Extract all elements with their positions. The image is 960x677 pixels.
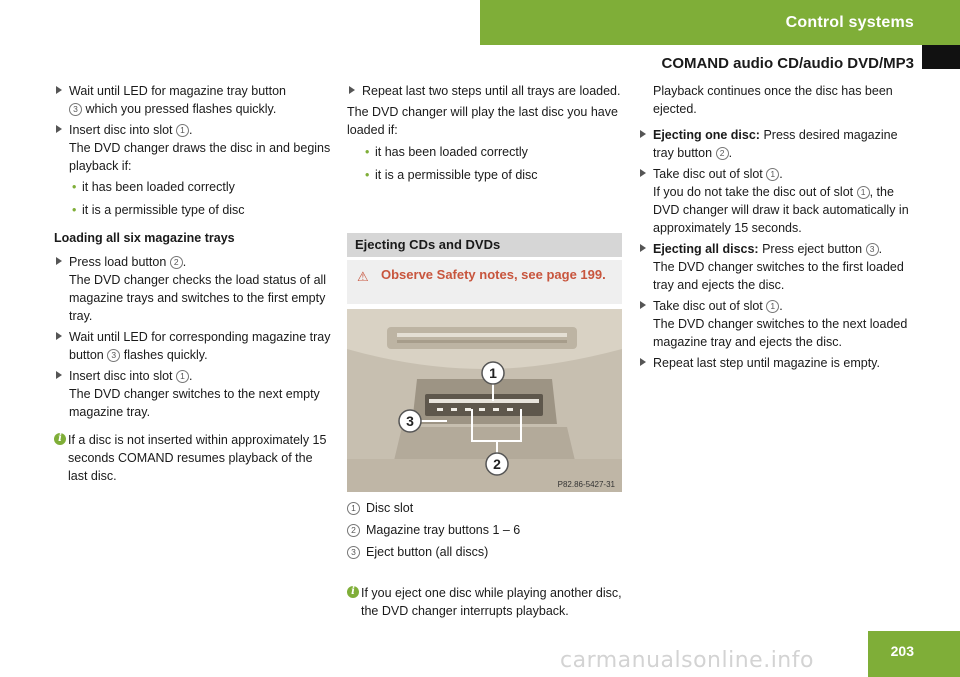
header-marker	[922, 45, 960, 69]
instruction-step: Wait until LED for corresponding magazine tray button 3 flashes quickly.	[54, 328, 334, 364]
instruction-step: Insert disc into slot 1 . The DVD changer draws the disc in and begins playback if:	[54, 121, 334, 175]
section-heading: Ejecting CDs and DVDs	[347, 233, 622, 257]
paragraph: Playback continues once the disc has been ejected.	[653, 84, 893, 116]
legend-item: 3 Eject button (all discs)	[347, 543, 627, 561]
instruction-step: Wait until LED for magazine tray button 3 which you pressed flashes quickly.	[54, 82, 334, 118]
arrow-icon	[56, 86, 62, 94]
callout-1: 1	[176, 370, 189, 383]
arrow-icon	[640, 244, 646, 252]
bullet-item: • it has been loaded correctly	[72, 180, 235, 194]
instruction-step: Take disc out of slot 1 . The DVD changer switches to the next loaded magazine tray and ejects the disc.	[638, 297, 918, 351]
page-number-box	[868, 631, 960, 677]
svg-text:1: 1	[489, 365, 497, 381]
section-title: Control systems	[785, 14, 914, 31]
watermark: carmanualsonline.info	[560, 648, 814, 673]
callout-2: 2	[170, 256, 183, 269]
callout-1: 1	[857, 186, 870, 199]
bullet-item: • it is a permissible type of disc	[365, 168, 538, 182]
instruction-step: Take disc out of slot 1 . If you do not take the disc out of slot 1 , the DVD changer will draw it back automatically in approximately 15 seconds.	[638, 165, 918, 237]
callout-2: 2	[716, 147, 729, 160]
arrow-icon	[640, 358, 646, 366]
instruction-step: Insert disc into slot 1 . The DVD changer switches to the next empty magazine tray.	[54, 367, 334, 421]
callout-3: 3	[866, 243, 879, 256]
bullet-item: • it is a permissible type of disc	[72, 203, 245, 217]
legend-item: 2 Magazine tray buttons 1 – 6	[347, 521, 627, 539]
svg-text:3: 3	[406, 413, 414, 429]
arrow-icon	[640, 301, 646, 309]
bullet-item: • it has been loaded correctly	[365, 145, 528, 159]
legend	[347, 499, 627, 565]
callout-1: 1	[766, 300, 779, 313]
paragraph: The DVD changer will play the last disc you have loaded if:	[347, 105, 618, 137]
column-left	[54, 82, 334, 485]
page-number: 203	[890, 643, 914, 659]
arrow-icon	[56, 332, 62, 340]
instruction-step: Repeat last step until magazine is empty.	[638, 354, 918, 372]
arrow-icon	[56, 257, 62, 265]
callout-3: 3	[107, 349, 120, 362]
info-icon: i	[54, 433, 66, 445]
instruction-step: Press load button 2 . The DVD changer checks the load status of all magazine trays and switches to the first empty tray.	[54, 253, 334, 325]
arrow-icon	[56, 371, 62, 379]
svg-text:2: 2	[493, 456, 501, 472]
info-note: i If a disc is not inserted within approximately 15 seconds COMAND resumes playback of the last disc.	[54, 431, 334, 485]
subsection-title: COMAND audio CD/audio DVD/MP3	[661, 55, 914, 72]
column-right	[638, 82, 918, 375]
callout-2-marker	[486, 453, 508, 475]
callout-1-marker	[482, 362, 504, 384]
legend-item: 1 Disc slot	[347, 499, 627, 517]
header-tab	[480, 0, 960, 45]
info-icon: i	[347, 586, 359, 598]
warning-box: ⚠ Observe Safety notes, see page 199.	[347, 260, 622, 304]
dvd-changer-photo	[347, 309, 622, 492]
info-note: i If you eject one disc while playing another disc, the DVD changer interrupts playback.	[347, 584, 641, 620]
column-middle	[347, 82, 623, 189]
photo-code: P82.86-5427-31	[557, 480, 615, 489]
arrow-icon	[640, 130, 646, 138]
warning-icon: ⚠	[357, 269, 369, 284]
arrow-icon	[640, 169, 646, 177]
arrow-icon	[349, 86, 355, 94]
instruction-step: Ejecting all discs: Press eject button 3 . The DVD changer switches to the first loaded tray and ejects the disc.	[638, 240, 918, 294]
instruction-step: Ejecting one disc: Press desired magazine tray button 2 .	[638, 126, 918, 162]
arrow-icon	[56, 125, 62, 133]
callout-3-marker	[399, 410, 421, 432]
callout-1: 1	[766, 168, 779, 181]
subheading: Loading all six magazine trays	[54, 231, 235, 245]
instruction-step: Repeat last two steps until all trays are loaded.	[347, 82, 623, 100]
callout-3: 3	[69, 103, 82, 116]
callout-1: 1	[176, 124, 189, 137]
